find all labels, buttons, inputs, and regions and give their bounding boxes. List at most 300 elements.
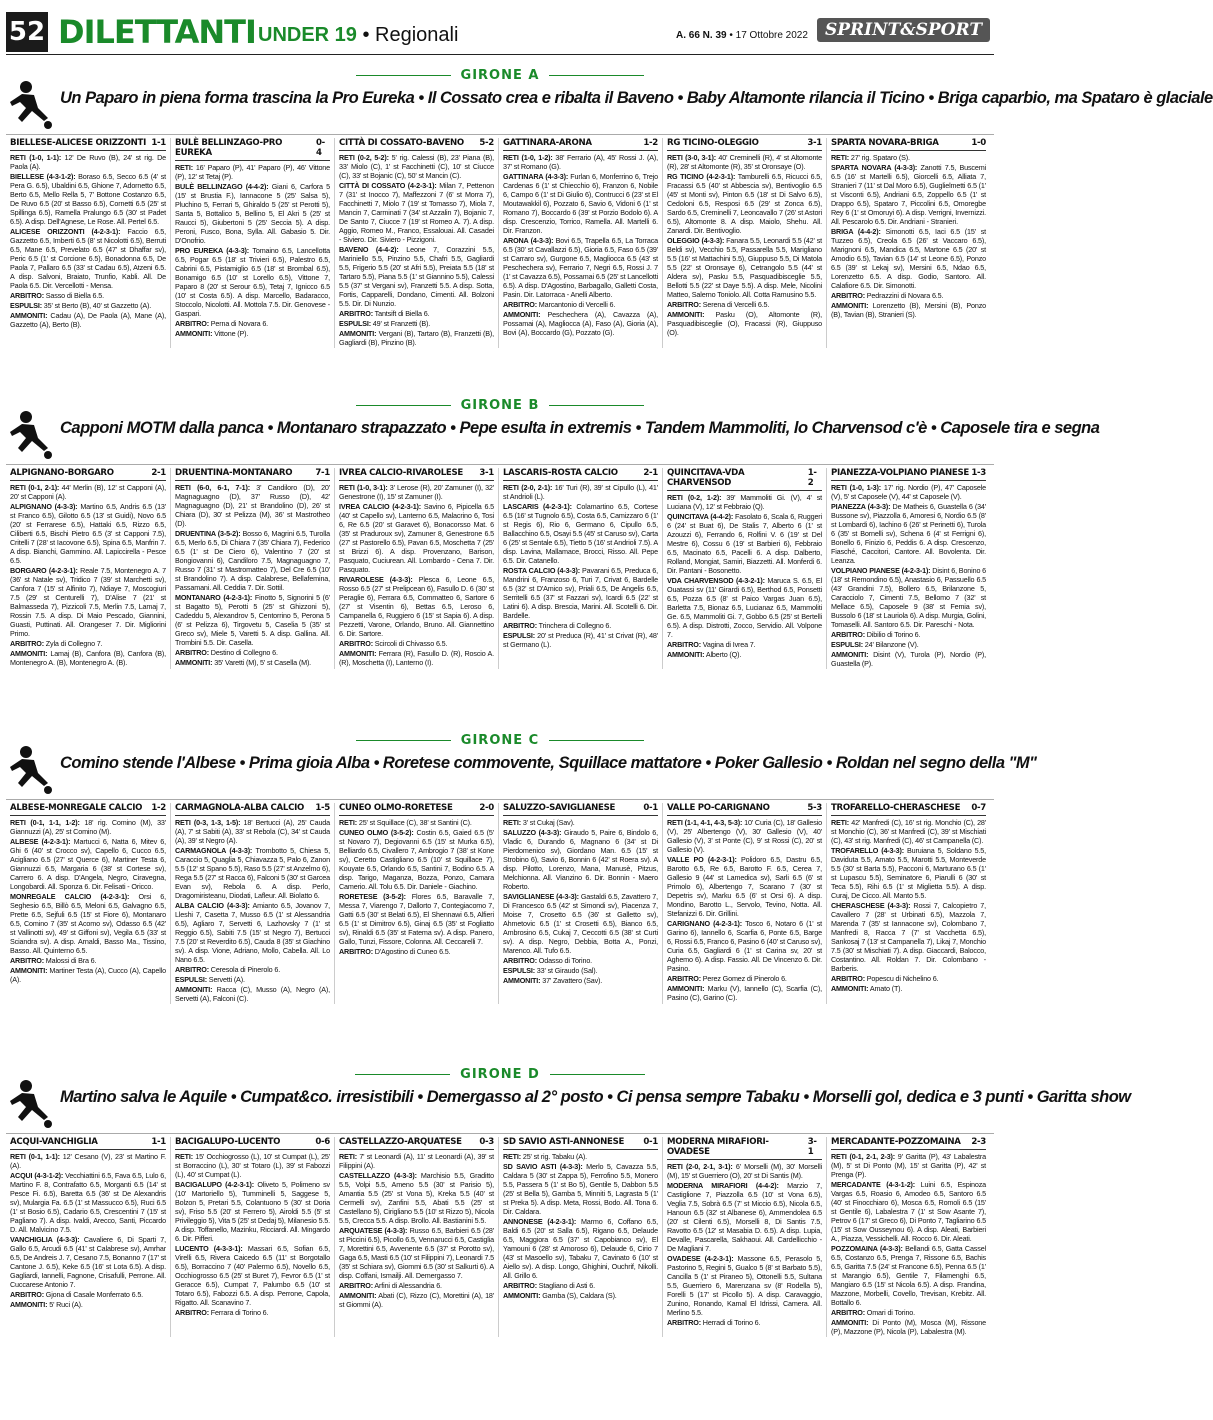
report-text: Bosso 6, Magrini 6.5, Turolla 6.5, Merlo 6.5, Di Chiara 7 (35' Chiara 7), Federico 6.5 (1' st De Ciero 6), Valentino 7 (20' st Bongiovanni 6), Candiloro 7.5, Magnaguagno 7, Russo 7 (31' st Mastromatteo 7), Del Cre 6.5 (10' st Brandolino 7). A disp. Calabrese, Bellafemina, Passamani. All. Ceddia 7. Dir. Sottil. <box>175 529 330 592</box>
match-header <box>10 803 166 816</box>
match-report <box>826 1137 990 1337</box>
report-text: Martino 6.5, Andris 6.5 (13' st Franco 6.5), Gilotto 6.5 (13' st Guidi), Novo 6.5 (20' st Ferrarese 6.5), Hattaki 6.5, Rizzo 6.5, Ciliberti 6.5, Bischi Pietro 6.5 (3' st Capponi 7.5), Critelli 7 (28' st Iacovone 6.5), Spina 6.5, Manfrin 7. A disp. Bianchi, Gammino. All. Lapiccirella - Pesce 6.5. <box>10 502 166 565</box>
report-paragraph <box>667 818 822 854</box>
report-paragraph <box>175 975 330 984</box>
report-text: Trombotto 5, Chiesa 5, Caraccio 5, Quaglia 5, Chiavazza 5, Palo 6, Zanon 5.5 (12' st Spano 5.5), Raso 5.5 (27' st Anzelmo 6), Rega 5.5 (27' st Racca 6), Falconi 5 (30' st Garcea Evan sv), Rebola 6. A disp. Perlo, Dragomiristeanu, Diodati, Lafleur. All. Biolatto 6. <box>175 846 330 900</box>
report-text: Ferrara di Torino 6. <box>208 1308 269 1317</box>
report-label: AMMONITI: <box>10 966 48 975</box>
report-text: Marku (V), Iannello (C), Scarfia (C), Pasino (C), Garino (C). <box>667 984 822 1002</box>
report-label: ARONA (4-3-3): <box>503 236 554 245</box>
match-score: 0-1 <box>643 1137 658 1147</box>
report-text: 12' Cesano (V), 23' st Martino F. (A). <box>10 1152 166 1170</box>
match-header <box>831 468 986 481</box>
girone-banner <box>6 733 1037 799</box>
report-paragraph <box>339 329 494 347</box>
report-label: MODERNA MIRAFIORI (4-4-2): <box>667 1181 779 1190</box>
report-paragraph <box>831 650 986 668</box>
report-text: 16' Turi (R), 39' st Cipullo (L), 41' st Andrioli (L). <box>503 483 658 501</box>
girone-banner <box>6 68 1213 134</box>
match-header <box>339 468 494 481</box>
report-label: ARBITRO: <box>831 630 865 639</box>
report-label: ARBITRO: <box>831 291 865 300</box>
girone-section <box>6 398 1100 669</box>
report-paragraph <box>667 576 822 639</box>
match-header <box>175 1137 330 1150</box>
report-paragraph <box>503 236 658 299</box>
page-header <box>0 12 1000 52</box>
report-text: Gjona di Casale Monferrato 6.5. <box>43 1290 144 1299</box>
report-label: ESPULSI: <box>503 631 535 640</box>
report-label: ARBITRO: <box>175 1308 209 1317</box>
match-score: 2-3 <box>971 1137 986 1147</box>
report-text: Lamaj (B), Canfora (B), Canfora (B), Montenegro A. (B), Montenegro A. (B). <box>10 649 166 667</box>
report-text: Faccio 6.5, Gazzetto 6.5, Imberti 6.5 (8' st Nicolotti 6.5), Berruti 6.5, Mane 6.5, Prevelato 6.5 (47' st Dhaffar sv), Peric 6.5 (1' st Corcione 6.5), Bonadonna 6.5, De Paola 7, Pallaro 6.5 (33' st Cadau 6.5), Atzeni 6.5. A disp. Salvoni, Braiato, Trunfio, Kabli. All. De Paola 6.5. Dir. Vercellotti - Mensa. <box>10 227 166 290</box>
report-label: ARBITRO: <box>503 300 537 309</box>
match-title: MERCADANTE-POZZOMAINA <box>831 1137 961 1147</box>
report-text: Tomaino 6.5, Lancellotta 6.5, Pogar 6.5 (18' st Trivieri 6.5), Palestro 6.5, Cabrini 6.5, Pistamiglio 6.5 (18' st Brombal 6.5), Bonamigo 6.5 (10' st Lorello 6.5), Vittone 7, Paparo 8 (20' st Serour 6.5), Tetaj 7, Ignicco 6.5 (10' st Costa 6.5). A disp. Marcello, Badaracco, Stoccolo, Nicolotti. All. Mottola 7.5. Dir. Genovese - Gaspari. <box>175 246 330 318</box>
report-text: 15' Occhiogrosso (L), 10' st Cumpat (L), 25' st Borraccino (L), 30' st Totaro (L), 39' st Fabozzi (L), 40' st Cumpat (L). <box>175 1152 330 1179</box>
match-title: PIANEZZA-VOLPIANO PIANESE <box>831 468 969 478</box>
report-label: AMMONITI: <box>175 329 213 338</box>
soccer-player-icon <box>8 743 56 795</box>
report-text: Simonotti 6.5, Iaci 6.5 (15' st Tuzzeo 6.5), Creola 6.5 (26' st Vaccaro 6.5), Marignoni 6.5, Mandica 6.5, Martone 6.5 (20' st Amodio 6.5), Tavian 6.5 (14' st Leone 6.5), Ponzo 6.5 (39' st Lekaj sv), Mersini 6.5, Ndao 6.5, Lorenzetto 6.5. A disp. Godio, Santoro. All. Calafiore 6.5. Dir. Simonotti. <box>831 227 987 290</box>
report-text: Tosco 6, Notaro 6 (1' st Garino 6), Iannello 6, Scarfia 6, Ponte 6.5, Barge 6, Rossi 6.5, Franco 6, Pasino 6 (40' st Caruso sv), Curia 6.5, Gagliardi 6 (1' st Carina sv, 20' st Aghemo 6). A disp. Fassio. All. De Vincenzo 6. Dir. Pasino. <box>667 919 822 973</box>
report-paragraph <box>10 153 166 171</box>
report-text: 7' st Leonardi (A), 11' st Leonardi (A), 39' st Filippini (A). <box>339 1152 494 1170</box>
report-paragraph <box>10 639 166 648</box>
report-text: Destino di Collegno 6. <box>208 648 278 657</box>
report-paragraph <box>667 650 822 659</box>
report-paragraph <box>667 974 822 983</box>
report-text: Bellandi 6.5, Gatta Cassel 6.5, Costanzo 6.5, Prenga 7, Rissone 6.5, Bachis 6.5, Garitta 7.5 (24' st Francone 6.5), Penna 6.5 (1' st Marangio 6.5), Gentile 7, Filamenghi 6.5, Mangiaro 6.5 (15' st Nicola 6.5). A disp. Frandina, Mazzone, Morbelli, Covello, Trevisan, Krebitz. All. Bottallo 6. <box>831 1244 986 1307</box>
report-label: POZZOMAINA (4-3-3): <box>831 1244 903 1253</box>
report-paragraph <box>175 182 330 245</box>
match-report <box>662 138 826 348</box>
match-report <box>498 803 662 1004</box>
report-label: CITTÀ DI COSSATO (4-2-3-1): <box>339 181 437 190</box>
match-report <box>662 803 826 1004</box>
report-paragraph <box>503 828 658 891</box>
report-label: OLEGGIO (4-3-3): <box>667 236 725 245</box>
report-label: VOLPIANO PIANESE (4-2-3-1): <box>831 566 931 575</box>
report-paragraph <box>175 648 330 657</box>
report-label: AMMONITI: <box>175 985 213 994</box>
report-label: MONREGALE CALCIO (4-2-3-1): <box>10 892 130 901</box>
match-title: BACIGALUPO-LUCENTO <box>175 1137 281 1147</box>
report-text: Gastaldi 6.5, Zavattero 7, Di Francesco 6.5 (42' st Simondi sv), Piacenza 7, Moise 7, Crosetto 6.5 (36' st Galletto sv), Ahmetovic 6.5 (1' st Crosetti 6.5), Bianco 6.5, Ambrosino 6.5, Cukaj 7, Ceccotti 6.5 (38' st Curti sv). A disp. Negro, Debbia, Botta A., Ponzi, Marenco. All. Tufo 6.5. <box>503 892 658 955</box>
match-title: MODERNA MIRAFIORI-OVADESE <box>667 1137 769 1157</box>
match-columns <box>6 464 994 669</box>
match-title: DRUENTINA-MONTANARO <box>175 468 293 478</box>
match-report <box>6 138 170 348</box>
match-header <box>10 138 166 151</box>
report-label: RETI (1-0, 1-2): <box>503 153 553 162</box>
report-text: Herradi di Torino 6. <box>700 1318 761 1327</box>
topic-subcategory: • Regionali <box>356 24 459 46</box>
report-paragraph <box>339 319 494 328</box>
report-text: Boraso 6.5, Secco 6.5 (4' st Pera G. 6.5), Ubaldini 6.5, Ghione 7, Adornetto 6.5, Berto 6.5, Mello Rella 5, 7' Bottone Costanzo 6.5, De Ruvo 6.5 (20' st Basso 6.5), Cornetti 6.5 (25' st Spillinga 6.5), Ramella Pralungo 6.5 (30' st Padet 6.5). A disp. Dell'Agnese, Le Rose. All. Pertel 6.5. <box>10 172 166 226</box>
report-label: RETI (2-0, 2-1, 3-1): <box>667 1162 733 1171</box>
report-label: AMMONITI: <box>339 329 377 338</box>
report-text: Martucci 6, Natta 6, Mitev 6, Ghi 6 (40' st Crocco sv), Capello 6, Cucco 6.5, Acigliano 6.5 (27' st Querce 6), Martiner Testa 6, Giannuzzi 6.5, Margaria 6 (38' st Cortese sv), Carrero 6. A disp. D'Angela, Negro, Ciravegna, Longobardi. All. Sponza 6. Dir. Felisati - Oricco. <box>10 837 166 891</box>
report-paragraph <box>831 640 986 649</box>
match-score: 2-1 <box>151 468 166 478</box>
report-label: AMMONITI: <box>667 984 705 993</box>
report-paragraph <box>339 649 494 667</box>
match-header <box>503 803 658 816</box>
report-label: SPARTA NOVARA (4-3-3): <box>831 163 918 172</box>
report-paragraph <box>175 985 330 1003</box>
report-label: PIANEZZA (4-3-3): <box>831 502 891 511</box>
report-text: Alberto (Q). <box>704 650 742 659</box>
match-score: 1-2 <box>807 468 817 488</box>
match-score: 1-1 <box>151 1137 166 1147</box>
match-header <box>503 138 658 151</box>
report-label: RETI: <box>831 818 850 827</box>
report-text: 37' Zavattero (Sav). <box>540 976 603 985</box>
report-paragraph <box>10 892 166 955</box>
report-text: Cavaliere 6, Di Sparti 7, Gallo 6.5, Arcudi 6.5 (41' st Calabrese sv), Amrhar 6.5, De Andreis J. 7, Cesano 7.5, Bonanno 7 (17' st Cantone J. 6.5), Keke 6.5 (16' st Lota 6.5). A disp. Gagliardi, Iannelli, Fagnone, Crisafulli, Perrone. All. Cuccarese Antonio 7. <box>10 1235 167 1289</box>
report-label: RG TICINO (4-2-3-1): <box>667 172 736 181</box>
report-text: Oliveto 5, Polimeno sv (10' Martoriello 5), Tumminelli 5, Saggese 5, Bolzon 5, Pretari 5.5, Colantuono 5 (30' st Doria sv), Friso 5.5 (20' st Ferrero 5), Airoldi 5.5 (5' st Privileggio 5), Vita 5 (25' st Dedaj 5), Milanesio 5.5. A disp. Toffanello, Mazinku, Ricciardi. All. Mingardo 6. Dir. Pifferi. <box>175 1180 330 1243</box>
report-label: CARMAGNOLA (4-3-3): <box>175 846 253 855</box>
match-score: 7-1 <box>315 468 330 478</box>
match-score: 3-1 <box>807 138 822 148</box>
report-label: RETI: <box>831 153 850 162</box>
report-label: GATTINARA (4-3-3): <box>503 172 569 181</box>
match-report <box>6 803 170 1004</box>
report-text: 16' Paparo (P), 41' Paparo (P), 46' Vittone (P), 12' st Tetaj (P). <box>175 163 330 181</box>
report-text: 18' Bertucci (A), 25' Cauda (A), 7' st Sabiti (A), 33' st Rebola (C), 34' st Cauda (A), 39' st Negro (A). <box>175 818 330 845</box>
report-paragraph <box>667 855 822 918</box>
match-header <box>339 1137 494 1150</box>
report-paragraph <box>339 1152 494 1170</box>
report-paragraph <box>10 1171 166 1234</box>
report-paragraph <box>175 658 330 667</box>
match-title: RG TICINO-OLEGGIO <box>667 138 759 148</box>
match-header <box>667 468 822 491</box>
report-paragraph <box>667 236 822 299</box>
report-text: Vagina di Ivrea 7. <box>700 640 756 649</box>
report-label: RETI (0-1, 1-1): <box>10 1152 60 1161</box>
report-text: 38' Ferrario (A), 45' Rossi J. (A), 37' st Romano (G). <box>503 153 658 171</box>
report-label: ARBITRO: <box>339 309 373 318</box>
report-paragraph <box>339 1226 494 1280</box>
report-paragraph <box>175 483 330 528</box>
report-text: Savino 6, Pipicella 6.5 (40' st Capello sv), Lanterno 6.5, Malacrino 6, Tosi 6, Re 6.5 (20' st Garavet 6), Bonacorsso Mat. 6 (35' st Praduroux sv), Zamuner 8, Genestrone 6.5 (27' st Pastorello 6.5), Pavan 6.5, Moschetta 7 (25' st Brizzi 6). A disp. Provenzano, Barison, Pasquato, Cuciurean. All. Lombardo - Cena 7. Dir. Pasquato. <box>339 502 494 574</box>
report-paragraph <box>831 1318 986 1336</box>
report-text: Giraudo 5, Paire 6, Bindolo 6, Vladic 6, Durando 6, Magnano 6 (34' st Di Pierdomenico sv), Giordano Man. 6.5 (15' st Strobino 6), Savio 6, Bonnin 6 (42' st Roera sv). A disp. Pilotto, Lorenzo, Mana, Manusè, Pitzus, Melchionna. All. Vianzino 6. Dir. Bonnin - Maero Roberto. <box>503 828 658 891</box>
report-text: Di Ponto (M), Mosca (M), Rissone (P), Mazzone (P), Nicola (P), Labalestra (M). <box>831 1318 986 1336</box>
girone-banner <box>6 1067 1131 1133</box>
report-text: 3' Candiloro (D), 20' Magnaguagno (D), 37' Russo (D), 42' Magnaguagno (D), 21' st Brandolino (D), 26' st Chiara (D), 30' st Pelizza (M), 36' st Mastrotheo (D). <box>175 483 330 528</box>
report-label: ARQUATESE (4-3-3): <box>339 1226 408 1235</box>
match-report <box>662 1137 826 1337</box>
match-score: 1-2 <box>151 803 166 813</box>
report-paragraph <box>175 818 330 845</box>
report-label: RETI (0-3, 1-3, 1-5): <box>175 818 241 827</box>
report-paragraph <box>339 575 494 638</box>
issue-date: • 17 Ottobre 2022 <box>726 30 808 41</box>
report-paragraph <box>175 529 330 592</box>
report-paragraph <box>503 300 658 309</box>
report-text: Massari 6.5, Sofian 6.5, Virelli 6.5, Rivera Caicedo 6.5 (11' st Borgotallo 6.5), Borraccino 7 (40' Palermo 6.5), Novello 6.5, Occhiogrosso 6.5 (25' st Buret 7), Fevror 6.5 (1' st Geracce 6.5), Cumpat 7, Palumbo 6.5 (10' st Totaro 6.5), Fabozzi 6.5. A disp. Perrone, Capola, Rigatto. All. Scanavino 7. <box>175 1244 330 1307</box>
report-text: 10' Curia (C), 18' Gallesio (V), 25' Albertengo (V), 30' Gallesio (V), 40' Gallesio (V), 3' st Ponte (C), 9' st Rossi (C), 20' st Gallesio (V). <box>667 818 822 854</box>
report-paragraph <box>339 892 494 946</box>
report-paragraph <box>10 291 166 300</box>
report-label: RETI (1-0, 1-3): <box>831 483 882 492</box>
report-text: Trinchera di Collegno 6. <box>536 621 612 630</box>
report-label: RORETESE (3-5-2): <box>339 892 406 901</box>
report-paragraph <box>831 901 986 973</box>
report-label: RETI (1-0, 3-1): <box>339 483 388 492</box>
report-text: Fasolato 6, Scala 6, Ruggeri 6 (24' st Buat 6), De Stalis 7, Alberto 6 (1' st Azouzzi 6), Ferrando 6, Rolfini V. 6 (19' st Del Mestre 6), Cossu 6 (19' st Barbieri 6), Febbraio 6.5, Macinato 6.5, Pacelli 6. A disp. Dalberto, Rolland, Mongiat, Samiri, Biazzetti. All. Monferdi 6. Dir. Pantani - Bosonetto. <box>667 512 822 575</box>
report-text: 40' Creminelli (R), 4' st Altomonte (R), 28' st Altomonte (R), 35' st Oronsaye (O). <box>667 153 822 171</box>
report-text: Fanara 5.5, Leonardi 5.5 (42' st Beldi sv), Vecchio 5.5, Passarella 5.5, Marigliano 5.5 (16' st Mattachini 5.5), Giuppuso 5.5, Di Matola 5.5 (22' st Oronsaye 6), Cetrangolo 5.5 (44' st Aldera sv), Pasku 5.5, Pasquadibisceglie 5.5, Bellotti 5.5 (22' st Daye 5.5). A disp. Mele, Nicolini Matteo, Salerno Toniolo. All. Cotta Ramusino 5.5. <box>667 236 822 299</box>
report-text: 17' rig. Nordio (P), 47' Caposele (V), 5' st Caposele (V), 44' st Caposele (V). <box>831 483 986 501</box>
report-paragraph <box>10 837 166 891</box>
match-header <box>831 1137 986 1150</box>
report-text: Malossi di Bra 6. <box>43 956 97 965</box>
section-title: DILETTANTI <box>58 13 256 51</box>
report-paragraph <box>667 493 822 511</box>
match-title: LASCARIS-ROSTA CALCIO <box>503 468 618 478</box>
report-text: Amianto 6.5, Jovanov 7, Lleshi 7, Casetta 7, Musso 6.5 (1' st Alessandria 6.5), Agliaro 7, Servetti 6, Lazhovsky 7 (1' st Reggio 6.5), Sabiti 7.5 (15' st Negro 7), Bertucci 7.5 (20' st Reverdito 6.5), Cauda 8 (35' st Giachino sv). A disp. Vione, Adriano, Mollo, Cabella. All. Lo Nano 6.5. <box>175 901 330 964</box>
soccer-player-icon <box>8 78 56 130</box>
match-title: SALUZZO-SAVIGLIANESE <box>503 803 616 813</box>
report-text: Arfini di Alessandria 6. <box>372 1281 442 1290</box>
report-paragraph <box>503 966 658 975</box>
report-text: 49' st Franzetti (B). <box>370 319 431 328</box>
report-text: Rossi 7, Calcopietro 7, Cavallero 7 (28' st Urbinati 6.5), Mazzola 7, Marenda 7 (35' st Iannacone sv), Colombano 7, Manfredi 8, Racca 7 (7' st Vacchetta 6.5), Sankosaj 7 (13' st Campanella 7), Likaj 7, Monchio 7.5 (30' st Mischiati 7). A disp. Giaccardi, Balocco, Costantino. All. Roldan 7. Dir. Colombano - Barberis. <box>831 901 986 973</box>
report-text: Ferrara (R), Fasullo D. (R), Roscio A. (R), Moschetta (I), Lanterno (I). <box>339 649 494 667</box>
report-label: ESPULSI: <box>503 966 535 975</box>
report-paragraph <box>831 301 986 319</box>
report-text: 18' rig. Comino (M), 33' Giannuzzi (A), 25' st Comino (M). <box>10 818 166 836</box>
report-paragraph <box>503 976 658 985</box>
match-title: GATTINARA-ARONA <box>503 138 592 148</box>
report-label: ARBITRO: <box>175 319 209 328</box>
report-text: 5' Ruci (A). <box>47 1300 83 1309</box>
match-report <box>498 468 662 669</box>
report-label: RETI (0-1, 2-1): <box>10 483 60 492</box>
report-label: ALICESE ORIZZONTI (4-2-3-1): <box>10 227 121 236</box>
page-number: 52 <box>6 12 48 52</box>
report-paragraph <box>667 984 822 1002</box>
report-paragraph <box>667 172 822 235</box>
match-report <box>170 468 334 669</box>
report-text: Vergani (B), Tartaro (B), Franzetti (B), Gagliardi (B), Pinzino (B). <box>339 329 494 347</box>
report-paragraph <box>10 956 166 965</box>
report-paragraph <box>667 300 822 309</box>
report-text: 39' Mammoliti Gi. (V), 4' st Luciana (V), 12' st Febbraio (Q). <box>667 493 823 511</box>
report-paragraph <box>667 919 822 973</box>
report-paragraph <box>175 163 330 181</box>
report-text: Tantsift di Biella 6. <box>372 309 430 318</box>
report-text: Buruiana 5, Soldano 5.5, Daviduta 5.5, Amato 5.5, Marotti 5.5, Monteverde 5.5 (30' st Barta 5.5), Pacconi 6, Marturano 6.5 (1' st Lupascu 5.5), Seminatore 6, Piarulli 6 (30' st Teca 5.5), Rihi 6.5 (1' st Miglietta 5.5). A disp. Curaj, De Cicco. All. Manto 5.5. <box>831 846 986 900</box>
report-text: 25' st Squillace (C), 38' st Santini (C). <box>357 818 472 827</box>
match-title: SD SAVIO ASTI-ANNONESE <box>503 1137 625 1147</box>
report-paragraph <box>339 947 494 956</box>
report-label: RETI (2-0, 2-1): <box>503 483 553 492</box>
match-report <box>334 468 498 669</box>
report-label: MERCADANTE (4-3-1-2): <box>831 1180 916 1189</box>
report-label: VALLE PO (4-2-3-1): <box>667 855 737 864</box>
report-text: Peschechera (A), Cavazza (A), Possamai (A), Magliocca (A), Faso (A), Gioria (A), Bovi (A), Boccardo (G), Pozzato (G). <box>503 310 658 337</box>
report-text: 3' st Cukaj (Sav). <box>521 818 575 827</box>
report-paragraph <box>10 966 166 984</box>
report-label: ROSTA CALCIO (4-3-3): <box>503 566 581 575</box>
report-paragraph <box>339 639 494 648</box>
report-label: RETI (1-1, 4-1, 4-3, 5-3): <box>667 818 743 827</box>
report-label: AMMONITI: <box>503 310 541 319</box>
report-label: AMMONITI: <box>831 1318 869 1327</box>
report-label: ARBITRO: <box>339 639 373 648</box>
report-label: AMMONITI: <box>831 984 869 993</box>
report-text: Russo 6.5, Barbieri 6.5 (28' st Piccini 6.5), Picollo 6.5, Vennarucci 6.5, Castiglia 7, Morettini 6.5, Avvenente 6.5 (37' st Porotto sv), Gaga 6.5, Masti 6.5 (10' st Filippini 7), Leonardi 7.5 (35' st Schiara sv), Giommi 6.5 (30' st Salkurti 6). A disp. Coffani, Ismailji. All. Demergasso 7. <box>339 1226 494 1280</box>
report-label: ARBITRO: <box>831 974 865 983</box>
match-title: CITTÀ DI COSSATO-BAVENO <box>339 138 464 148</box>
report-label: ARBITRO: <box>503 1281 537 1290</box>
publication-logo: SPRINT&SPORT <box>817 18 990 42</box>
report-paragraph <box>175 329 330 338</box>
match-title: CASTELLAZZO-ARQUATESE <box>339 1137 462 1147</box>
report-text: Reale 7.5, Montenegro A. 7 (36' st Natale sv), Tridico 7 (39' st Marchetti sv), Canfora 7 (15' st Alfinito 7), Ndiaye 7, Moscogiuri 7.5 (29' st Centurelli 7), D'Alise 7 (21' st Balmasseda 7), Pizzicoli 7.5, Merlin 7.5, Lamaj 7, Rossin 7.5. A disp. Di Maio Pescado, Giannini, Guasti, Puttinati. All. Orangeser 7. Dir. Migliorini Primo. <box>10 566 167 638</box>
report-paragraph <box>175 965 330 974</box>
report-paragraph <box>10 1152 166 1170</box>
match-report <box>6 1137 170 1337</box>
match-score: 5-2 <box>479 138 494 148</box>
report-paragraph <box>10 227 166 290</box>
report-text: Gamba (S), Caldara (S). <box>540 1291 617 1300</box>
report-text: 24' Bilanzone (V). <box>862 640 919 649</box>
report-label: BRIGA (4-4-2): <box>831 227 881 236</box>
report-label: ALBA CALCIO (4-3-3): <box>175 901 250 910</box>
match-columns <box>6 1133 994 1337</box>
report-label: AMMONITI: <box>339 1291 377 1300</box>
report-label: CUNEO OLMO (3-5-2): <box>339 828 414 837</box>
report-text: Odasso di Torino. <box>536 956 593 965</box>
report-label: RETI: <box>339 818 358 827</box>
report-paragraph <box>503 621 658 630</box>
report-label: ANNONESE (4-2-3-1): <box>503 1217 577 1226</box>
report-text: 3' Lerose (R), 20' Zamuner (I), 32' Genestrone (I), 15' st Zamuner (I). <box>339 483 494 501</box>
report-text: Colamartino 6.5, Cortese 6.5 (16' st Tugnolo 6.5), Costa 6.5, Camizzaro 6 (1' st Regis 6), Rio 6, Germano 6, Cipullo 6.5, Ballacchino 6.5, Osayi 5.5 (45' st Caruso sv), Carta 6 (25' st Sentale 6.5), Tietto 5 (16' st Andrioli 7.5). A disp. Lavina, Mallamace, Brocci, Risso. All. Pepe 6.5. Dir. Catanello. <box>503 502 658 565</box>
report-label: RETI (0-1, 2-1, 2-3): <box>831 1152 896 1161</box>
report-paragraph <box>831 1180 986 1243</box>
match-title: CUNEO OLMO-RORETESE <box>339 803 453 813</box>
match-report <box>6 468 170 669</box>
report-label: AMMONITI: <box>175 658 213 667</box>
match-score: 5-3 <box>807 803 822 813</box>
match-header <box>831 138 986 151</box>
match-report <box>334 803 498 1004</box>
report-paragraph <box>339 1171 494 1225</box>
report-paragraph <box>503 892 658 955</box>
match-title: ALBESE-MONREGALE CALCIO <box>10 803 143 813</box>
report-paragraph <box>503 310 658 337</box>
report-label: VDA CHARVENSOD (4-3-2-1): <box>667 576 765 585</box>
report-text: Amato (T). <box>868 984 903 993</box>
match-report <box>826 468 990 669</box>
report-text: Abati (C), Rizzo (C), Morettini (A), 18' st Giommi (A). <box>339 1291 494 1309</box>
report-label: CHERASCHESE (4-3-3): <box>831 901 911 910</box>
report-label: ALPIGNANO (4-3-3): <box>10 502 78 511</box>
report-label: LASCARIS (4-2-3-1): <box>503 502 572 511</box>
header-divider <box>6 54 994 55</box>
report-text: Orsi 6, Seghesio 6.5, Billò 6.5, Meloni 6.5, Galvagno 6.5, Prette 6.5, Sejfuli 6.5 (15' st Fiore 6), Montanaro 6.5, Comino 7 (35' st Acomo sv), Odasso 6.5 (42' st Vallinotti sv), 49' st Giffoni sv), Vegila 6.5 (33' st Sciandra sv). A disp. Arnaldi, Basso Ma., Tissino, Basso. All. Quinterno 6.5. <box>10 892 166 955</box>
match-score: 0-1 <box>643 803 658 813</box>
report-paragraph <box>339 309 494 318</box>
report-text: Plesca 6, Leone 6.5, Rosso 6.5 (27' st Prelipcean 6), Fasullo D. 6 (30' st Peraglie 6), Ferrara 6.5, Commatteo 6, Sartore 6 (27' st Visentin 6), Bettas 6.5, Leroso 6, Campanella 6, Ruggiero 6 (15' st Sapia 6). A disp. Pezzetti, Varone, Orlando, Bruno. All. Giannettino 6. Dir. Sartore. <box>339 575 494 638</box>
report-paragraph <box>10 649 166 667</box>
report-label: ARBITRO: <box>667 300 701 309</box>
report-text: 42' Manfredi (C), 16' st rig. Monchio (C), 28' st Monchio (C), 36' st Manfredi (C), 39' st Mischiati (C), 43' st rig. Manfredi (C), 46' st Campanella (C). <box>831 818 986 845</box>
girone-section <box>6 733 1037 1004</box>
report-label: ARBITRO: <box>175 648 209 657</box>
match-report <box>334 138 498 348</box>
report-paragraph <box>175 593 330 647</box>
report-paragraph <box>175 1308 330 1317</box>
match-title: SPARTA NOVARA-BRIGA <box>831 138 939 148</box>
report-label: AMMONITI: <box>667 310 705 319</box>
report-paragraph <box>831 1152 986 1179</box>
report-label: BACIGALUPO (4-2-3-1): <box>175 1180 254 1189</box>
report-label: IVREA CALCIO (4-2-3-1): <box>339 502 422 511</box>
report-paragraph <box>339 818 494 827</box>
report-paragraph <box>10 483 166 501</box>
report-text: Milan 7, Pettenon 7 (31' st Inocco 7), Maffezzoni 7 (6' st Morra 7), Facchinetti 7, Miolo 7 (19' st Tomasso 7), Miola 7, Mancin 7, Carminati 7 (34' st Azzalin 7), Bojanic 7, De Santo 7, Ciucce 7 (19' st Romeo A. 7). A disp. Aggio, Romeo M., Franco, Essalouai. All. Casadei - Siviero. Dir. Siviero - Pizzigoni. <box>339 181 494 244</box>
report-paragraph <box>831 818 986 845</box>
report-paragraph <box>10 301 166 310</box>
report-paragraph <box>503 566 658 620</box>
report-label: ARBITRO: <box>10 1290 44 1299</box>
match-title: ALPIGNANO-BORGARO <box>10 468 114 478</box>
report-label: ARBITRO: <box>10 291 44 300</box>
match-header <box>503 468 658 481</box>
report-label: AMMONITI: <box>831 650 869 659</box>
report-paragraph <box>503 818 658 827</box>
match-header <box>175 468 330 481</box>
report-text: Costin 6.5, Gaied 6.5 (5' st Novaro 7), Degiovanni 6.5 (15' st Murka 6.5), Belliardo 6.5, Civallero 7, Ambrogio 7 (38' st Kone sv), Ceretto Castigliano 6.5 (10' st Squillace 7), Kouyate 6.5, Orlando 6.5, Santini 7, Bodino 6.5. A disp. Tarigo, Maganza, Bozza, Ponzo, Camara Camerio. All. Tolu 6.5. Dir. Daniele - Giachino. <box>339 828 494 891</box>
report-paragraph <box>339 502 494 574</box>
report-label: ARBITRO: <box>667 640 701 649</box>
report-text: Flores 6.5, Baravalle 7, Messa 7, Viarengo 7, Dallorto 7, Contegiacomo 7, Gatti 6.5 (30' st Belati 6.5), El Shennawi 6.5, Alfieri 6.5 (1' st Dimitrov 6.5), Ginaj 6.5 (35' st Fogliatto sv), Rinaldi 6.5 (35' st Fatema sv). A disp. Panero, Gallo, Tunzi, Fissore, Colonna. All. Ceccarelli 7. <box>339 892 495 946</box>
report-paragraph <box>339 828 494 891</box>
girone-section <box>6 1067 1131 1337</box>
report-paragraph <box>503 483 658 501</box>
report-label: SAVIGLIANESE (4-3-3): <box>503 892 579 901</box>
match-report <box>170 138 334 348</box>
report-text: Omari di Torino. <box>864 1308 915 1317</box>
report-text: Pedrazzini di Novara 6.5. <box>864 291 944 300</box>
report-label: AMMONITI: <box>339 649 377 658</box>
report-paragraph <box>667 512 822 575</box>
report-paragraph <box>831 630 986 639</box>
report-paragraph <box>831 974 986 983</box>
report-label: TROFARELLO (4-3-3): <box>831 846 904 855</box>
report-text: Bovi 6.5, Trapella 6.5, La Torraca 6.5 (30' st Cavallazzi 6.5), Gioria 6.5, Faso 6.5 (39' st Carraro sv), Gurgone 6.5, Magliocca 6.5 (43' st Peschechera sv), Ferrario 7, Negri 6.5, Rossi J. 7 (1' st Cavazza 6.5), Possamai 6.5 (25' st Lancellotti 6.5). A disp. D'Agostino, Barbagallo, Galletti Costa, Pasin. Dir. Latorraca - Anelli Alberto. <box>503 236 658 299</box>
girone-name: GIRONE B <box>6 398 994 413</box>
report-label: AMMONITI: <box>667 650 705 659</box>
report-text: Maruca S. 6.5, El Ouatassi sv (11' Girardi 6.5), Berthod 6.5, Ponsetti 6.5, Pozza 6.5 (8' st Paico Vargas Juan 6.5), Barletta 7.5, Bionaz 6.5, Lucianaz 6.5, Mammoliti Ge. 6.5, Mammoliti Gi. 7, Gobbo 6.5 (25' st Bertelli 6.5). A disp. Distrotti, Zocco, Servidio. All. Volpone 7. <box>667 576 822 639</box>
report-text: Cadau (A), De Paola (A), Mane (A), Gazzetto (A), Berto (B). <box>10 311 166 329</box>
report-label: RETI (0-2, 1-2): <box>667 493 722 502</box>
girone-headline: Un Paparo in piena forma trascina la Pro Eureka • Il Cossato crea e ribalta il Baveno • Baby Altamonte rilancia il Ticino • Briga caparbio, ma Spataro è glaciale <box>60 89 1213 107</box>
report-label: ARBITRO: <box>10 639 44 648</box>
report-paragraph <box>10 311 166 329</box>
match-report <box>498 1137 662 1337</box>
